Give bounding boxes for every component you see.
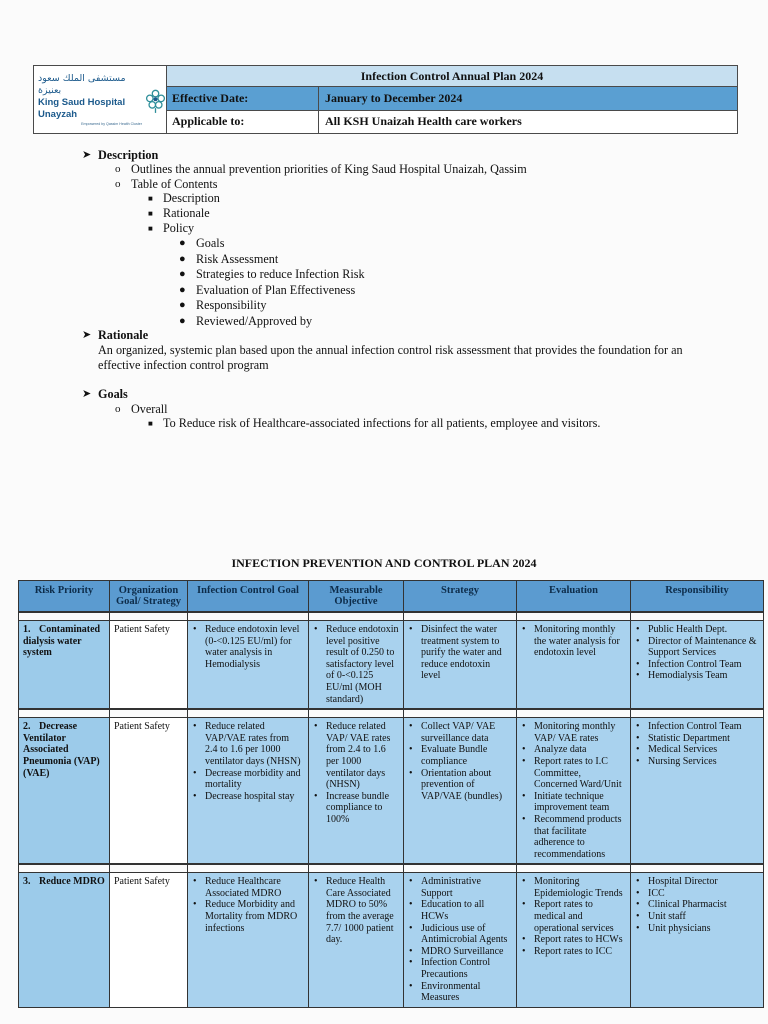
toc-item: Description (163, 191, 220, 205)
logo-tagline: Empowered by Qassim Health Cluster (81, 121, 142, 126)
row-spacer (19, 864, 764, 873)
description-heading: Description (98, 148, 159, 162)
arrow-bullet-icon: ➤ (82, 388, 92, 400)
objective-item: • Reduce endotoxin level positive result of 0.250 to satisfactory level of 0-<0.125 EU/ml (MOH standard) (326, 624, 399, 705)
objective-item: • Reduce related VAP/ VAE rates from 2.4 to 1.6 per 1000 ventilator days (NHSN) (326, 721, 399, 791)
effective-date-label: Effective Date: (167, 87, 319, 110)
strategy-item: • Judicious use of Antimicrobial Agents (421, 923, 512, 946)
table-row (19, 621, 764, 710)
objective-item: • Increase bundle compliance to 100% (326, 791, 399, 826)
risk-number: 3. (23, 876, 31, 888)
objective-cell (309, 718, 404, 865)
circle-bullet-icon: o (115, 178, 121, 190)
evaluation-cell (517, 718, 631, 865)
strategy-cell (404, 621, 517, 710)
evaluation-cell (517, 621, 631, 710)
strategy-item: • Disinfect the water treatment system to purify the water and reduce endotoxin level (421, 624, 512, 682)
table-row (19, 718, 764, 865)
goal-item: • Decrease morbidity and mortality (205, 768, 304, 791)
dot-bullet-icon: ● (179, 253, 186, 265)
document-title: Infection Control Annual Plan 2024 (167, 66, 737, 87)
responsibility-item: • Unit physicians (648, 923, 759, 935)
column-header: Risk Priority (19, 581, 110, 613)
plan-table (18, 580, 764, 1008)
applicable-value: All KSH Unaizah Health care workers (325, 114, 522, 129)
responsibility-item: • Clinical Pharmacist (648, 899, 759, 911)
objective-item: • Reduce Health Care Associated MDRO to 50% from the average 7.7/ 1000 patient day. (326, 876, 399, 946)
applicable-label: Applicable to: (167, 111, 319, 134)
risk-text: Reduce MDRO (39, 876, 105, 888)
objective-cell (309, 873, 404, 1008)
org-goal-cell: Patient Safety (110, 873, 188, 1008)
goal-cell (188, 873, 309, 1008)
evaluation-item: • Monitoring Epidemiologic Trends (534, 876, 626, 899)
risk-priority-cell (19, 873, 110, 1008)
risk-priority-cell (19, 718, 110, 865)
goal-item: • Reduce related VAP/VAE rates from 2.4 to 1.6 per 1000 ventilator days (NHSN) (205, 721, 304, 767)
table-header-row (19, 581, 764, 613)
logo-arabic-name: مستشفى الملك سعود بعنيزة (38, 72, 126, 96)
policy-item: Responsibility (196, 298, 267, 312)
column-header: Measurable Objective (309, 581, 404, 613)
dot-bullet-icon: ● (179, 237, 186, 249)
square-bullet-icon: ■ (148, 209, 153, 218)
risk-number: 1. (23, 624, 31, 635)
responsibility-item: • Hemodialysis Team (648, 670, 759, 682)
dot-bullet-icon: ● (179, 299, 186, 311)
responsibility-item: • Infection Control Team (648, 659, 759, 671)
row-spacer (19, 709, 764, 718)
table-row (19, 873, 764, 1008)
goal-cell (188, 718, 309, 865)
strategy-cell (404, 718, 517, 865)
evaluation-item: • Initiate technique improvement team (534, 791, 626, 814)
responsibility-item: • Public Health Dept. (648, 624, 759, 636)
responsibility-item: • Unit staff (648, 911, 759, 923)
goal-item: • Reduce Healthcare Associated MDRO (205, 876, 304, 899)
risk-number: 2. (23, 721, 31, 733)
goals-heading: Goals (98, 387, 128, 401)
policy-item: Goals (196, 236, 225, 250)
strategy-item: • Collect VAP/ VAE surveillance data (421, 721, 512, 744)
responsibility-item: • Medical Services (648, 744, 759, 756)
document-header (33, 65, 738, 134)
toc-item: Rationale (163, 206, 210, 220)
responsibility-item: • Nursing Services (648, 756, 759, 768)
responsibility-cell (631, 718, 764, 865)
strategy-cell (404, 873, 517, 1008)
effective-date-row (167, 87, 737, 111)
dot-bullet-icon: ● (179, 268, 186, 280)
row-spacer (19, 612, 764, 621)
responsibility-item: • ICC (648, 888, 759, 900)
evaluation-item: • Recommend products that facilitate adherence to recommendations (534, 814, 626, 860)
strategy-item: • MDRO Surveillance (421, 946, 512, 958)
column-header: Strategy (404, 581, 517, 613)
column-header: Infection Control Goal (188, 581, 309, 613)
overall-goal-text: To Reduce risk of Healthcare-associated infections for all patients, employee and visitors. (163, 416, 601, 430)
applicable-row (167, 111, 737, 134)
square-bullet-icon: ■ (148, 194, 153, 203)
column-header: Organization Goal/ Strategy (110, 581, 188, 613)
responsibility-item: • Infection Control Team (648, 721, 759, 733)
strategy-item: • Administrative Support (421, 876, 512, 899)
square-bullet-icon: ■ (148, 419, 153, 428)
hospital-logo (34, 66, 167, 133)
responsibility-item: • Director of Maintenance & Support Services (648, 636, 759, 659)
circle-bullet-icon: o (115, 163, 121, 175)
evaluation-item: • Analyze data (534, 744, 626, 756)
flower-emblem-icon (145, 83, 166, 117)
dot-bullet-icon: ● (179, 315, 186, 327)
risk-priority-cell (19, 621, 110, 710)
evaluation-item: • Report rates to I.C Committee, Concerned Ward/Unit (534, 756, 626, 791)
policy-item: Strategies to reduce Infection Risk (196, 267, 365, 281)
goal-cell (188, 621, 309, 710)
strategy-item: • Infection Control Precautions (421, 957, 512, 980)
responsibility-item: • Hospital Director (648, 876, 759, 888)
policy-item: Evaluation of Plan Effectiveness (196, 283, 356, 297)
rationale-text: An organized, systemic plan based upon the annual infection control risk assessment that provides the foundation for an (98, 343, 683, 357)
policy-item: Reviewed/Approved by (196, 314, 313, 328)
arrow-bullet-icon: ➤ (82, 329, 92, 341)
toc-heading: Table of Contents (131, 177, 218, 191)
rationale-text: effective infection control program (98, 358, 269, 372)
arrow-bullet-icon: ➤ (82, 149, 92, 161)
column-header: Evaluation (517, 581, 631, 613)
strategy-item: • Education to all HCWs (421, 899, 512, 922)
objective-cell (309, 621, 404, 710)
plan-title: INFECTION PREVENTION AND CONTROL PLAN 2024 (231, 556, 537, 570)
goal-item: • Decrease hospital stay (205, 791, 304, 803)
column-header: Responsibility (631, 581, 764, 613)
circle-bullet-icon: o (115, 403, 121, 415)
strategy-item: • Environmental Measures (421, 981, 512, 1004)
strategy-item: • Evaluate Bundle compliance (421, 744, 512, 767)
evaluation-item: • Report rates to HCWs (534, 934, 626, 946)
effective-date-value: January to December 2024 (325, 90, 463, 105)
risk-text: Decrease Ventilator Associated Pneumonia (VAP) (VAE) (23, 721, 100, 779)
toc-item: Policy (163, 221, 195, 235)
dot-bullet-icon: ● (179, 284, 186, 296)
evaluation-item: • Report rates to ICC (534, 946, 626, 958)
square-bullet-icon: ■ (148, 224, 153, 233)
org-goal-cell: Patient Safety (110, 718, 188, 865)
responsibility-cell (631, 621, 764, 710)
evaluation-item: • Monitoring monthly the water analysis for endotoxin level (534, 624, 626, 659)
goal-item: • Reduce endotoxin level (0-<0.125 EU/ml) for water analysis in Hemodialysis (205, 624, 304, 670)
org-goal-cell: Patient Safety (110, 621, 188, 710)
evaluation-cell (517, 873, 631, 1008)
strategy-item: • Orientation about prevention of VAP/VAE (bundles) (421, 768, 512, 803)
risk-text: Contaminated dialysis water system (23, 624, 101, 659)
description-text: Outlines the annual prevention priorities of King Saud Hospital Unaizah, Qassim (131, 162, 527, 176)
logo-english-name: King Saud Hospital Unayzah (38, 96, 126, 120)
goal-item: • Reduce Morbidity and Mortality from MDRO infections (205, 899, 304, 934)
responsibility-item: • Statistic Department (648, 733, 759, 745)
evaluation-item: • Report rates to medical and operational services (534, 899, 626, 934)
evaluation-item: • Monitoring monthly VAP/ VAE rates (534, 721, 626, 744)
responsibility-cell (631, 873, 764, 1008)
rationale-heading: Rationale (98, 328, 149, 342)
policy-item: Risk Assessment (196, 252, 279, 266)
overall-label: Overall (131, 402, 168, 416)
